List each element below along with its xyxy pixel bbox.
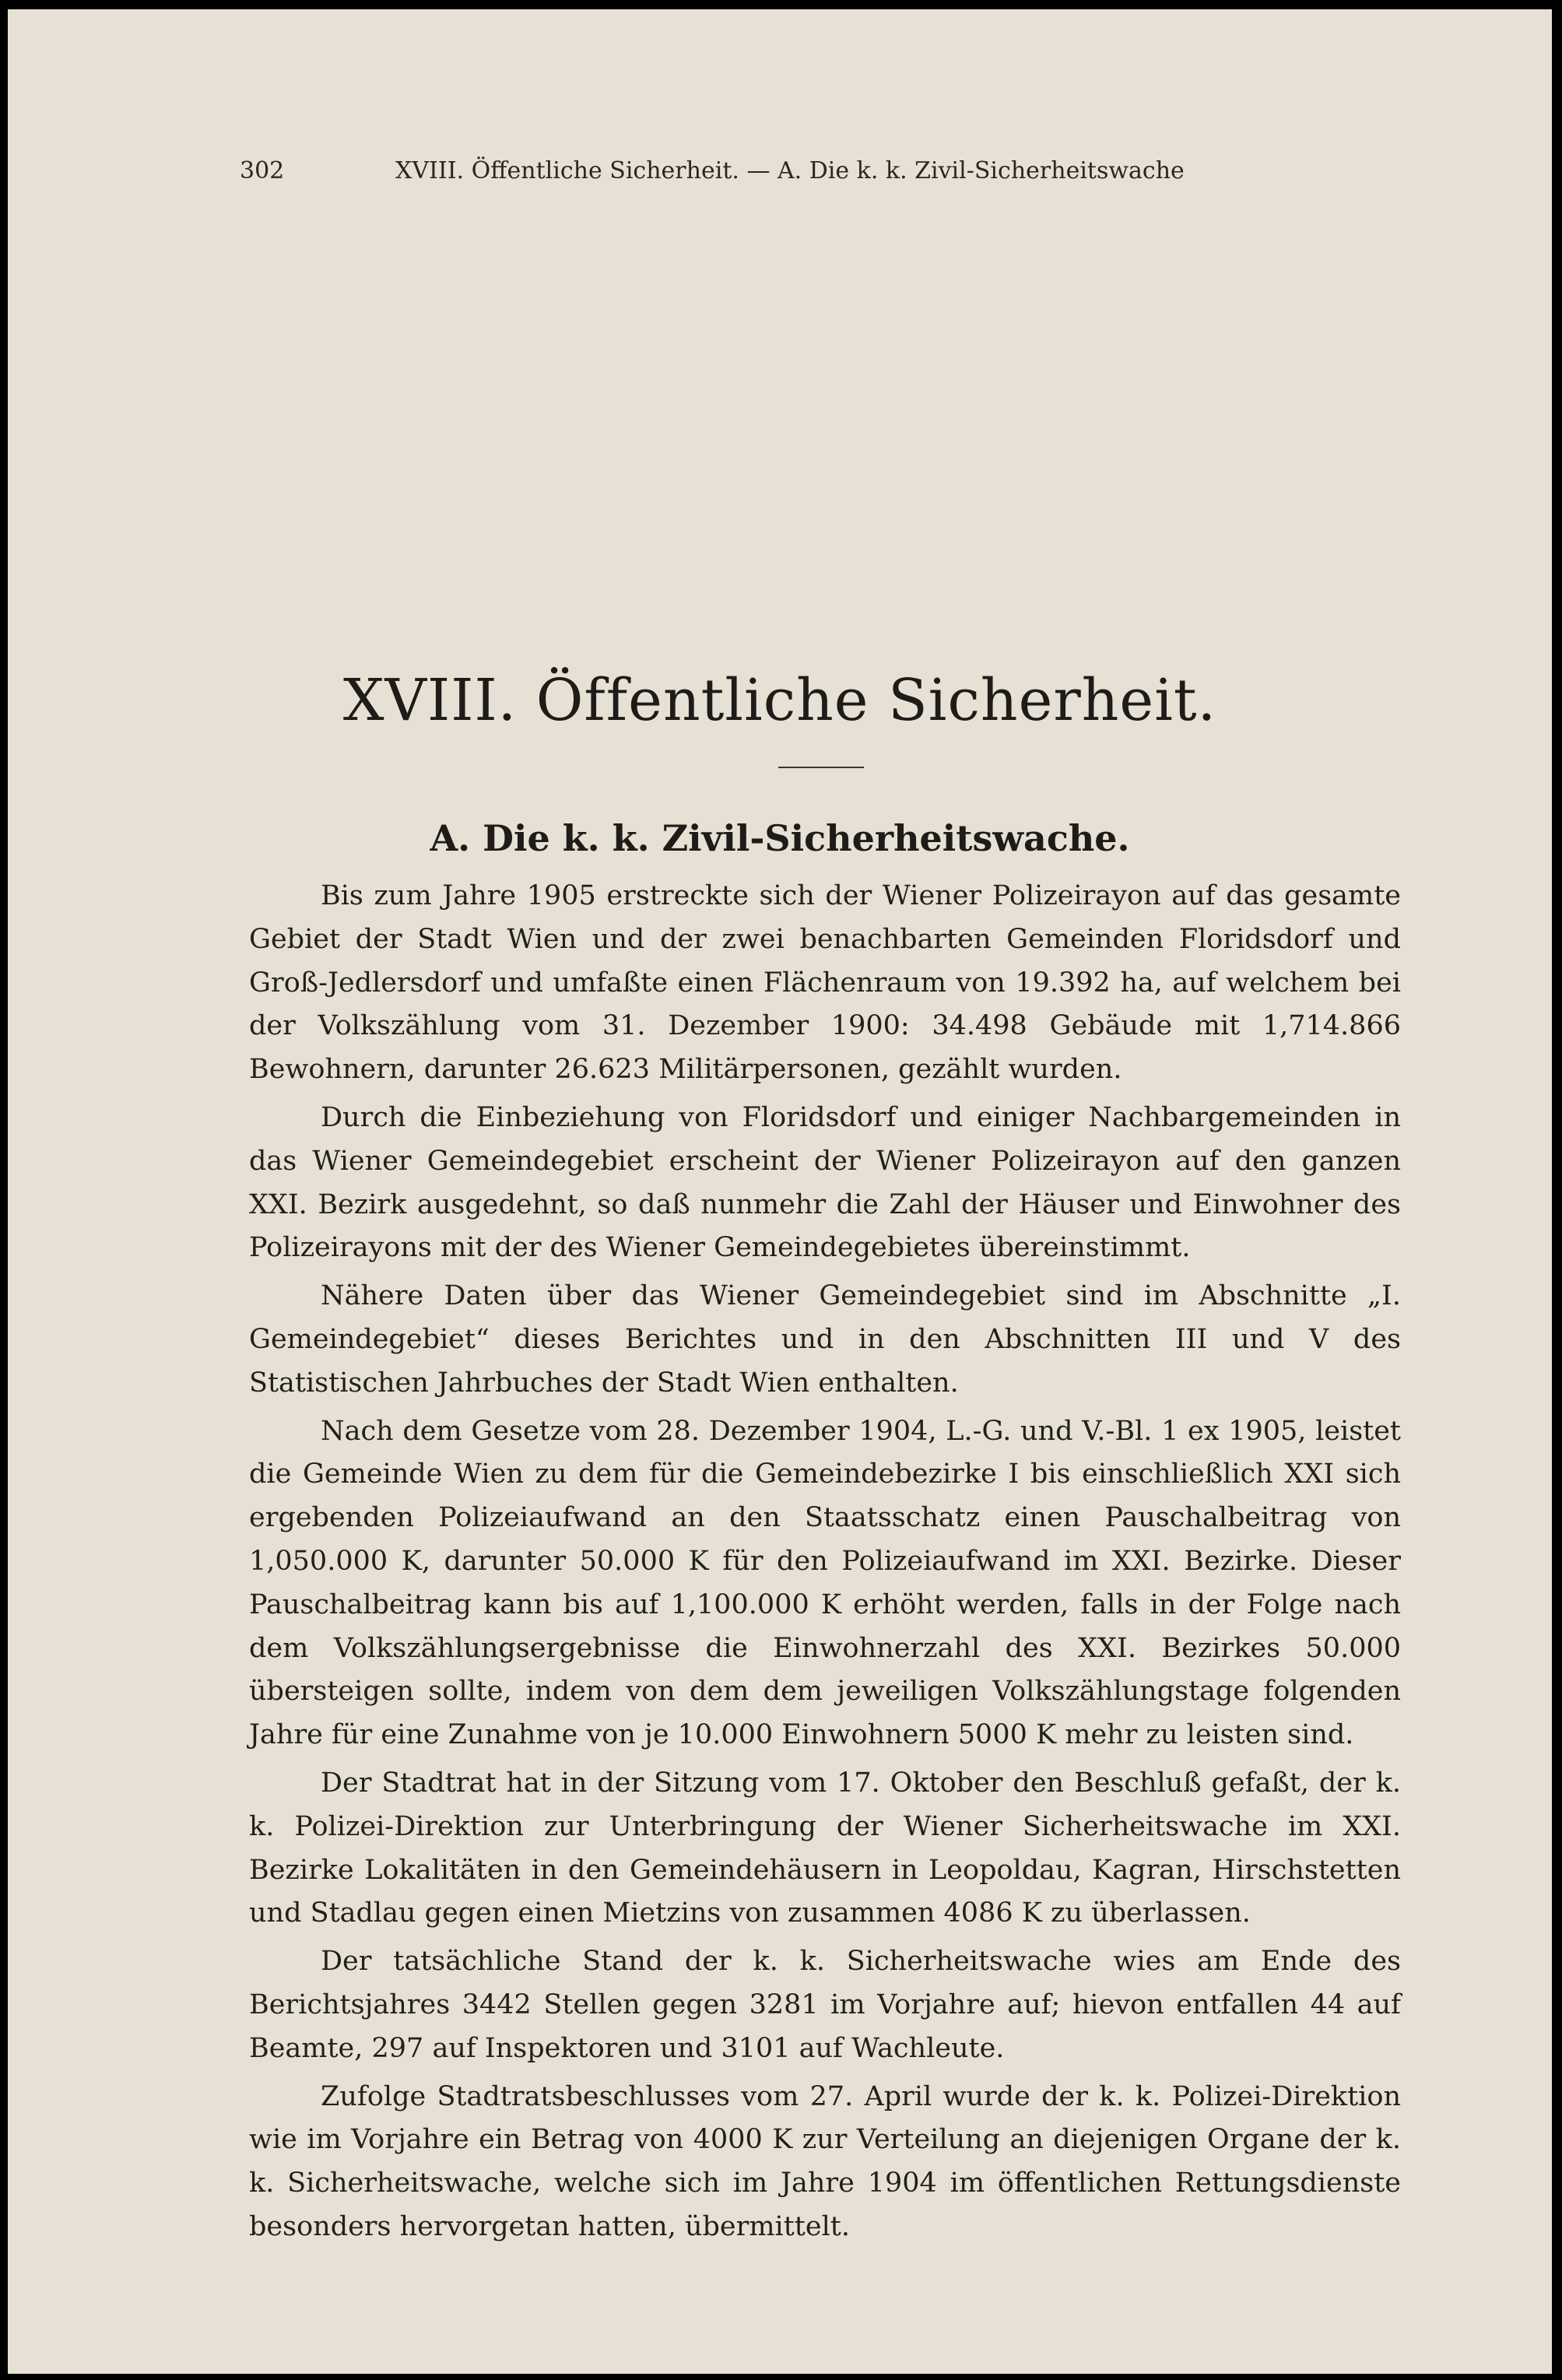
body-text <box>249 875 1401 2254</box>
document-page <box>8 9 1552 2374</box>
running-head-text: XVIII. Öffentliche Sicherheit. — A. Die k. k. Zivil-Sicherheitswache <box>395 157 1185 184</box>
running-head <box>240 148 1290 195</box>
title-divider <box>778 767 864 768</box>
paragraph: Bis zum Jahre 1905 erstreckte sich der Wiener Polizeirayon auf das gesamte Gebiet der Stadt Wien und der zwei benachbarten Gemeinden Floridsdorf und Groß-Jedlersdorf und umfaßte einen Flächenraum von 19.392 ha, auf welchem bei der Volkszählung vom 31. Dezember 1900: 34.498 Gebäude mit 1,714.866 Bewohnern, darunter 26.623 Militärpersonen, gezählt wurden. <box>249 880 1401 1086</box>
paragraph: Nähere Daten über das Wiener Gemeindegebiet sind im Abschnitte „I. Gemeindegebiet“ dieses Berichtes und in den Abschnitten III und V des Statistischen Jahrbuches der Stadt Wien enthalten. <box>249 1280 1401 1399</box>
page-number: 302 <box>240 157 285 184</box>
paragraph: Zufolge Stadtratsbeschlusses vom 27. April wurde der k. k. Polizei-Direktion wie im Vorjahre ein Betrag von 4000 K zur Verteilung an diejenigen Organe der k. k. Sicherheitswache, welche sich im Jahre 1904 im öffentlichen Rettungsdienste besonders hervorgetan hatten, übermittelt. <box>249 2080 1401 2242</box>
paragraph: Nach dem Gesetze vom 28. Dezember 1904, L.-G. und V.-Bl. 1 ex 1905, leistet die Gemeinde Wien zu dem für die Gemeindebezirke I bis einschließlich XXI sich ergebenden Polizeiaufwand an den Staatsschatz einen Pauschalbeitrag von 1,050.000 K, darunter 50.000 K für den Polizeiaufwand im XXI. Bezirke. Dieser Pauschalbeitrag kann bis auf 1,100.000 K erhöht werden, falls in der Folge nach dem Volkszählungsergebnisse die Einwohnerzahl des XXI. Bezirkes 50.000 übersteigen sollte, indem von dem dem jeweiligen Volkszählungstage folgenden Jahre für eine Zunahme von je 10.000 Einwohnern 5000 K mehr zu leisten sind. <box>249 1415 1401 1751</box>
paragraph: Durch die Einbeziehung von Floridsdorf und einiger Nachbargemeinden in das Wiener Gemeindegebiet erscheint der Wiener Polizeirayon auf den ganzen XXI. Bezirk ausgedehnt, so daß nunmehr die Zahl der Häuser und Einwohner des Polizeirayons mit der des Wiener Gemeindegebietes übereinstimmt. <box>249 1101 1401 1264</box>
paragraph: Der Stadtrat hat in der Sitzung vom 17. Oktober den Beschluß gefaßt, der k. k. Polizei-Direktion zur Unterbringung der Wiener Sicherheitswache im XXI. Bezirke Lokalitäten in den Gemeindehäusern in Leopoldau, Kagran, Hirschstetten und Stadlau gegen einen Mietzins von zusammen 4086 K zu überlassen. <box>249 1767 1401 1929</box>
section-title: A. Die k. k. Zivil-Sicherheitswache. <box>430 817 1130 859</box>
chapter-title: XVIII. Öffentliche Sicherheit. <box>342 667 1217 734</box>
paragraph: Der tatsächliche Stand der k. k. Sicherheitswache wies am Ende des Berichtsjahres 3442 Stellen gegen 3281 im Vorjahre auf; hievon entfallen 44 auf Beamte, 297 auf Inspektoren und 3101 auf Wachleute. <box>249 1946 1401 2064</box>
